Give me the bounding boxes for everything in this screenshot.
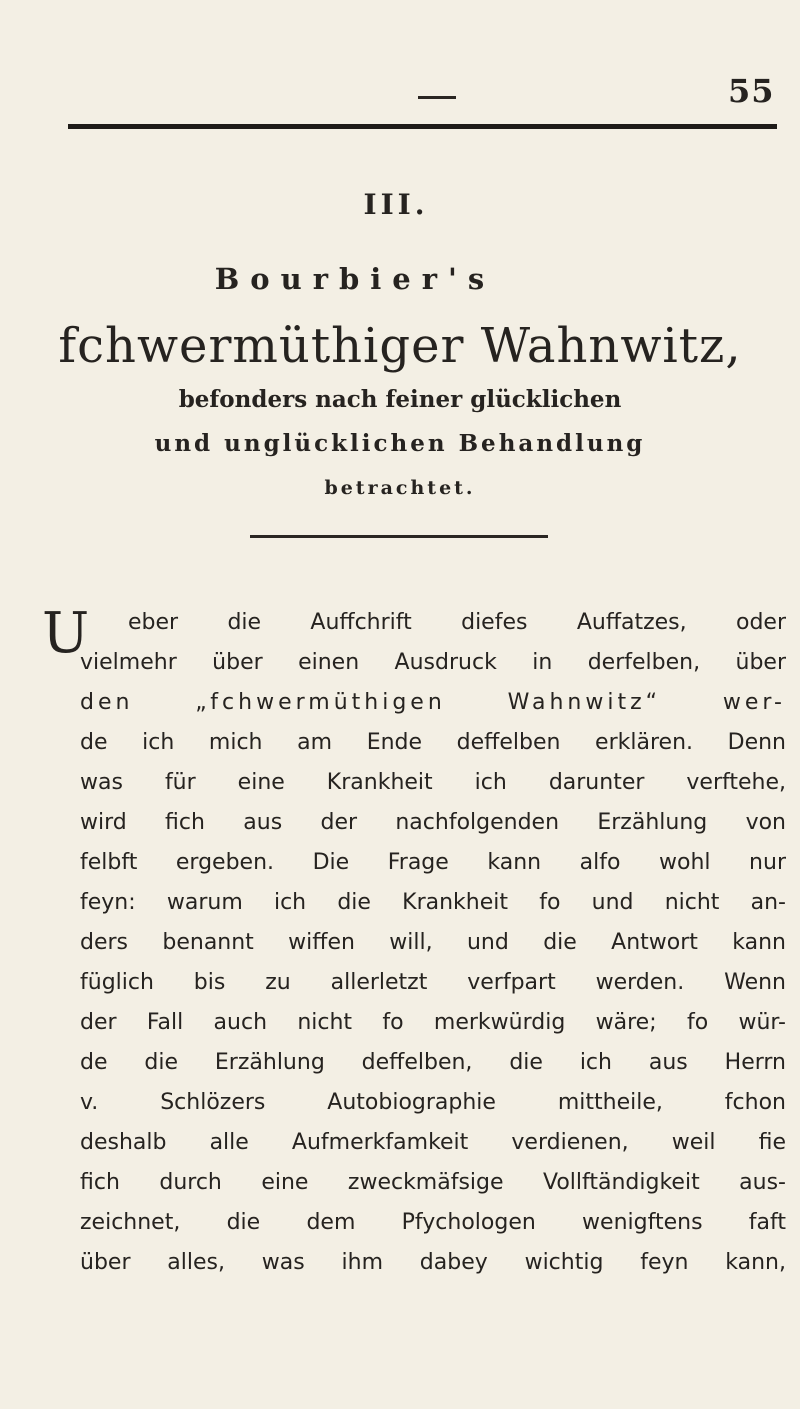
- drop-cap: U: [42, 601, 90, 666]
- text-line: v. Schlözers Autobiographie mittheile, fchon: [80, 1090, 786, 1115]
- text-line: eber die Auffchrift diefes Auffatzes, oder: [128, 610, 786, 635]
- chapter-subtitle-line-3: betrachtet.: [324, 477, 476, 499]
- header-rule: [68, 124, 777, 129]
- chapter-number: III.: [363, 188, 429, 221]
- page-number: 55: [728, 72, 775, 110]
- text-line: vielmehr über einen Ausdruck in derfelben, über: [80, 650, 786, 675]
- text-line: deshalb alle Aufmerkfamkeit verdienen, weil fie: [80, 1130, 786, 1155]
- chapter-author: Bourbier's: [214, 262, 496, 296]
- chapter-title: fchwermüthiger Wahnwitz,: [58, 318, 742, 374]
- text-line: was für eine Krankheit ich darunter verftehe,: [80, 770, 786, 795]
- text-line: zeichnet, die dem Pfychologen wenigftens faft: [80, 1210, 786, 1235]
- text-line: den „fchwermüthigen Wahnwitz“ wer-: [80, 690, 786, 715]
- chapter-subtitle-line-1: befonders nach feiner glücklichen: [178, 386, 622, 413]
- text-line: über alles, was ihm dabey wichtig feyn kann,: [80, 1250, 786, 1275]
- text-line: de die Erzählung deffelben, die ich aus Herrn: [80, 1050, 786, 1075]
- text-line: wird fich aus der nachfolgenden Erzählung von: [80, 810, 786, 835]
- chapter-subtitle-line-2: und unglücklichen Behandlung: [154, 430, 646, 457]
- header-dash: [418, 96, 456, 99]
- text-line: füglich bis zu allerletzt verfpart werden. Wenn: [80, 970, 786, 995]
- section-rule: [250, 535, 548, 538]
- text-line: ders benannt wiffen will, und die Antwort kann: [80, 930, 786, 955]
- text-line: felbft ergeben. Die Frage kann alfo wohl nur: [80, 850, 786, 875]
- text-line: feyn: warum ich die Krankheit fo und nicht an-: [80, 890, 786, 915]
- text-line: de ich mich am Ende deffelben erklären. Denn: [80, 730, 786, 755]
- text-line: fich durch eine zweckmäfsige Vollftändigkeit aus-: [80, 1170, 786, 1195]
- text-line: der Fall auch nicht fo merkwürdig wäre; fo wür-: [80, 1010, 786, 1035]
